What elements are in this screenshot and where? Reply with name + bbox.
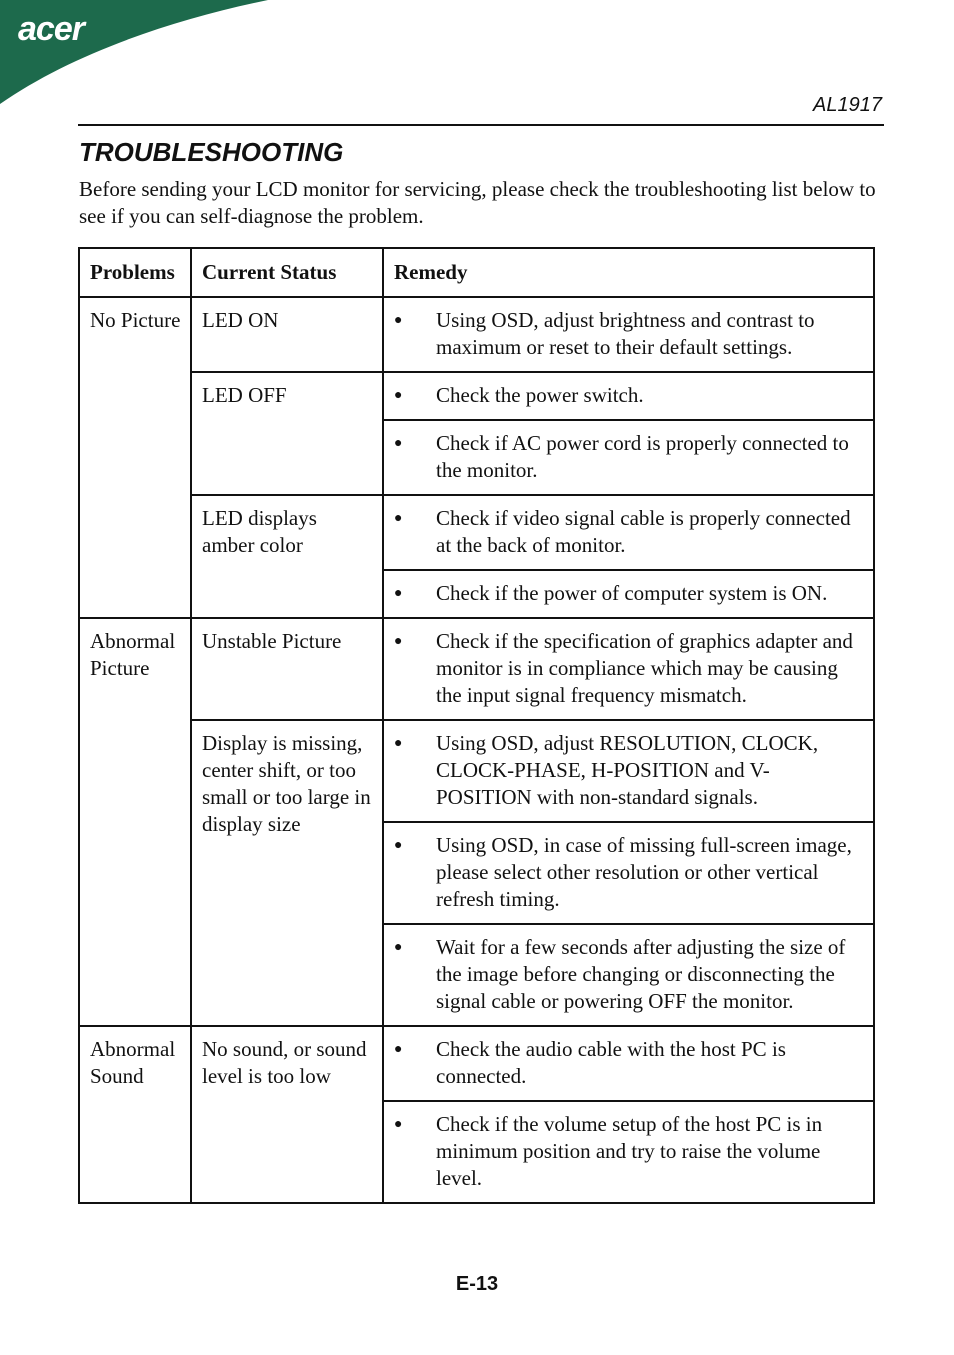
problem-cell: Abnormal Picture (79, 618, 191, 1026)
table-row (79, 372, 874, 420)
column-header-current-status: Current Status (191, 248, 383, 297)
problem-cell: No Picture (79, 297, 191, 618)
intro-paragraph: Before sending your LCD monitor for servicing, please check the troubleshooting list below to see if you can self-diagnose the problem. (79, 177, 876, 228)
model-number: AL1917 (813, 94, 882, 116)
table-row (79, 495, 874, 570)
bullet-icon: ● (394, 838, 403, 853)
table-row (79, 297, 874, 372)
bullet-icon: ● (394, 1042, 403, 1057)
remedy-cell (383, 420, 874, 495)
problem-cell: Abnormal Sound (79, 1026, 191, 1203)
bullet-icon: ● (394, 940, 403, 955)
remedy-text: Check the power switch. (436, 383, 644, 407)
status-cell: No sound, or sound level is too low (191, 1026, 383, 1203)
brand-banner (0, 0, 280, 110)
table-row (79, 618, 874, 720)
column-header-problems: Problems (79, 248, 191, 297)
remedy-text: Check the audio cable with the host PC is connected. (436, 1037, 786, 1088)
remedy-cell (383, 924, 874, 1026)
bullet-icon: ● (394, 388, 403, 403)
remedy-text: Wait for a few seconds after adjusting the size of the image before changing or disconnecting the signal cable or powering OFF the monitor. (436, 935, 846, 1013)
status-cell: LED OFF (191, 372, 383, 495)
remedy-text: Using OSD, adjust brightness and contrast to maximum or reset to their default settings. (436, 308, 815, 359)
table-header-row (79, 248, 874, 297)
remedy-text: Using OSD, in case of missing full-screen image, please select other resolution or other vertical refresh timing. (436, 833, 852, 911)
remedy-text: Check if the specification of graphics adapter and monitor is in compliance which may be causing the input signal frequency mismatch. (436, 629, 853, 707)
page-title: TROUBLESHOOTING (79, 137, 344, 167)
acer-logo: acer (18, 10, 84, 48)
remedy-text: Check if the power of computer system is ON. (436, 581, 828, 605)
bullet-icon: ● (394, 313, 403, 328)
remedy-cell (383, 822, 874, 924)
column-header-remedy: Remedy (383, 248, 874, 297)
bullet-icon: ● (394, 1117, 403, 1132)
page-number: E-13 (455, 1273, 499, 1295)
table-row (79, 720, 874, 822)
remedy-text: Check if video signal cable is properly connected at the back of monitor. (436, 506, 851, 557)
remedy-cell (383, 720, 874, 822)
remedy-text: Check if AC power cord is properly connected to the monitor. (436, 431, 849, 482)
status-cell: Display is missing, center shift, or too small or too large in display size (191, 720, 383, 1026)
remedy-cell (383, 618, 874, 720)
remedy-cell (383, 570, 874, 618)
remedy-text: Using OSD, adjust RESOLUTION, CLOCK, CLOCK-PHASE, H-POSITION and V-POSITION with non-standard signals. (436, 731, 819, 809)
table-row (79, 1026, 874, 1101)
bullet-icon: ● (394, 511, 403, 526)
remedy-cell (383, 495, 874, 570)
bullet-icon: ● (394, 736, 403, 751)
status-cell: Unstable Picture (191, 618, 383, 720)
bullet-icon: ● (394, 436, 403, 451)
header-rule (78, 124, 884, 126)
status-cell: LED ON (191, 297, 383, 372)
remedy-cell (383, 372, 874, 420)
remedy-cell (383, 1026, 874, 1101)
remedy-text: Check if the volume setup of the host PC is in minimum position and try to raise the volume level. (436, 1112, 823, 1190)
troubleshooting-table (78, 247, 875, 1204)
bullet-icon: ● (394, 634, 403, 649)
status-cell: LED displays amber color (191, 495, 383, 618)
remedy-cell (383, 297, 874, 372)
remedy-cell (383, 1101, 874, 1203)
bullet-icon: ● (394, 586, 403, 601)
